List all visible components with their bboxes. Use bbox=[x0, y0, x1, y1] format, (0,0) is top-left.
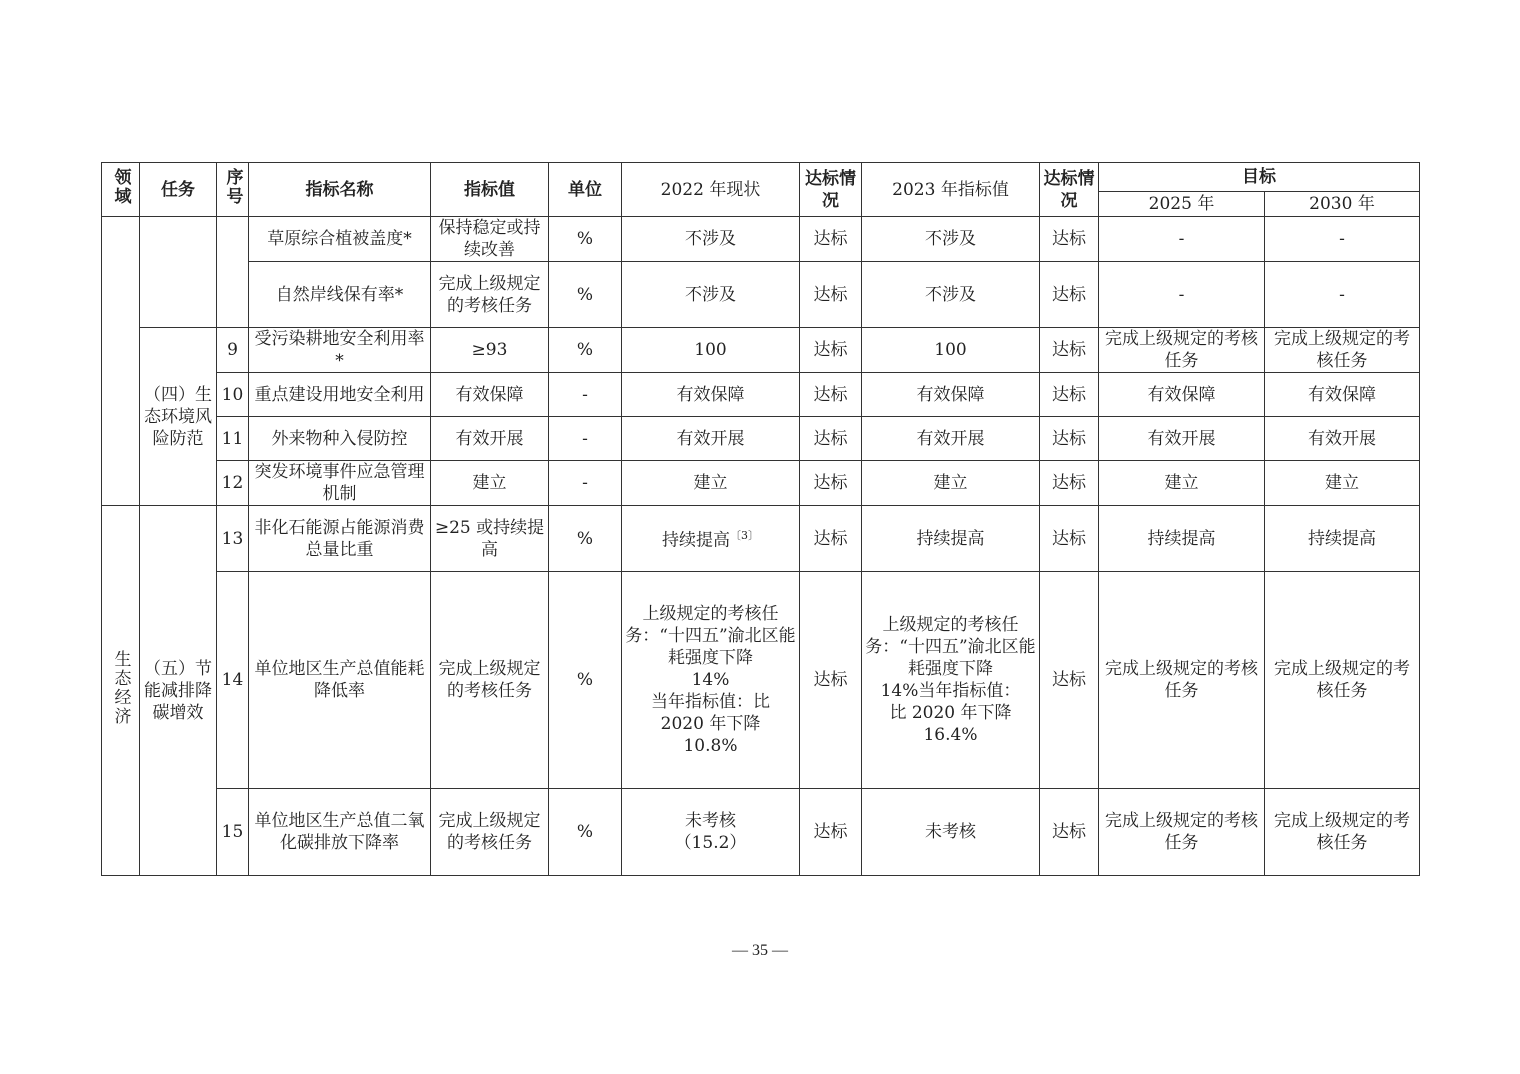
target-2023: 不涉及 bbox=[862, 262, 1040, 328]
header-year-2030: 2030 年 bbox=[1265, 192, 1420, 217]
compliance: 达标 bbox=[800, 572, 862, 789]
indicator-value: 有效保障 bbox=[431, 373, 549, 417]
table-row bbox=[102, 373, 1420, 417]
indicator-name: 重点建设用地安全利用 bbox=[249, 373, 431, 417]
seq-cell: 15 bbox=[217, 789, 249, 876]
target-2023: 有效保障 bbox=[862, 373, 1040, 417]
target-2023: 持续提高 bbox=[862, 506, 1040, 572]
status-2022: 不涉及 bbox=[622, 262, 800, 328]
compliance-2: 达标 bbox=[1040, 417, 1099, 461]
table-row bbox=[102, 572, 1420, 789]
header-indicator-name: 指标名称 bbox=[249, 163, 431, 217]
compliance: 达标 bbox=[800, 789, 862, 876]
task-cell-continued bbox=[140, 217, 217, 328]
compliance-2: 达标 bbox=[1040, 506, 1099, 572]
goal-2030: 有效保障 bbox=[1265, 373, 1420, 417]
page-number: — 35 — bbox=[732, 942, 788, 959]
header-task: 任务 bbox=[140, 163, 217, 217]
indicator-name: 突发环境事件应急管理机制 bbox=[249, 461, 431, 506]
target-2023: 上级规定的考核任务：“十四五”渝北区能耗强度下降 14%当年指标值： 比 2020 年下降 16.4% bbox=[862, 572, 1040, 789]
seq-cell: 13 bbox=[217, 506, 249, 572]
indicator-value: 有效开展 bbox=[431, 417, 549, 461]
indicator-value: 完成上级规定的考核任务 bbox=[431, 789, 549, 876]
seq-cell: 12 bbox=[217, 461, 249, 506]
table-row bbox=[102, 506, 1420, 572]
indicator-name: 非化石能源占能源消费总量比重 bbox=[249, 506, 431, 572]
status-2022: 未考核 （15.2） bbox=[622, 789, 800, 876]
goal-2030: 有效开展 bbox=[1265, 417, 1420, 461]
unit: % bbox=[549, 572, 622, 789]
goal-2030: - bbox=[1265, 262, 1420, 328]
unit: % bbox=[549, 789, 622, 876]
footnote-ref: 〔3〕 bbox=[730, 529, 759, 543]
header-domain: 领域 bbox=[102, 163, 140, 217]
indicator-value: 保持稳定或持续改善 bbox=[431, 217, 549, 262]
compliance-2: 达标 bbox=[1040, 217, 1099, 262]
goal-2025: 完成上级规定的考核任务 bbox=[1099, 789, 1265, 876]
target-2023: 有效开展 bbox=[862, 417, 1040, 461]
unit: - bbox=[549, 417, 622, 461]
goal-2025: 持续提高 bbox=[1099, 506, 1265, 572]
goal-2025: 建立 bbox=[1099, 461, 1265, 506]
status-2022: 有效开展 bbox=[622, 417, 800, 461]
goal-2025: 有效保障 bbox=[1099, 373, 1265, 417]
unit: % bbox=[549, 328, 622, 373]
domain-cell: 生态经济 bbox=[102, 506, 140, 876]
header-indicator-value: 指标值 bbox=[431, 163, 549, 217]
compliance: 达标 bbox=[800, 461, 862, 506]
goal-2030: 持续提高 bbox=[1265, 506, 1420, 572]
indicator-name: 自然岸线保有率* bbox=[249, 262, 431, 328]
goal-2030: 完成上级规定的考核任务 bbox=[1265, 789, 1420, 876]
status-2022: 持续提高$^{〔3〕}$ bbox=[622, 506, 800, 572]
indicator-name: 外来物种入侵防控 bbox=[249, 417, 431, 461]
status-2022: 100 bbox=[622, 328, 800, 373]
indicator-value: ≥25 或持续提高 bbox=[431, 506, 549, 572]
header-year-2025: 2025 年 bbox=[1099, 192, 1265, 217]
seq-cell: 11 bbox=[217, 417, 249, 461]
compliance-2: 达标 bbox=[1040, 262, 1099, 328]
goal-2030: 完成上级规定的考核任务 bbox=[1265, 328, 1420, 373]
compliance: 达标 bbox=[800, 506, 862, 572]
goal-2025: 完成上级规定的考核任务 bbox=[1099, 328, 1265, 373]
table-row bbox=[102, 789, 1420, 876]
compliance: 达标 bbox=[800, 217, 862, 262]
indicator-name: 单位地区生产总值二氧化碳排放下降率 bbox=[249, 789, 431, 876]
table-row bbox=[102, 417, 1420, 461]
indicator-name: 草原综合植被盖度* bbox=[249, 217, 431, 262]
indicator-name: 单位地区生产总值能耗降低率 bbox=[249, 572, 431, 789]
table-row bbox=[102, 328, 1420, 373]
domain-cell-continued bbox=[102, 217, 140, 506]
unit: - bbox=[549, 373, 622, 417]
compliance: 达标 bbox=[800, 262, 862, 328]
indicator-table bbox=[101, 162, 1420, 876]
seq-cell-continued bbox=[217, 217, 249, 328]
header-unit: 单位 bbox=[549, 163, 622, 217]
unit: % bbox=[549, 262, 622, 328]
status-2022: 上级规定的考核任务：“十四五”渝北区能耗强度下降 14% 当年指标值：比 2020 年下降 10.8% bbox=[622, 572, 800, 789]
indicator-value: 建立 bbox=[431, 461, 549, 506]
target-2023: 建立 bbox=[862, 461, 1040, 506]
status-2022: 有效保障 bbox=[622, 373, 800, 417]
seq-cell: 14 bbox=[217, 572, 249, 789]
indicator-value: ≥93 bbox=[431, 328, 549, 373]
goal-2025: 完成上级规定的考核任务 bbox=[1099, 572, 1265, 789]
target-2023: 100 bbox=[862, 328, 1040, 373]
indicator-name: 受污染耕地安全利用率* bbox=[249, 328, 431, 373]
table-row bbox=[102, 217, 1420, 262]
seq-cell: 10 bbox=[217, 373, 249, 417]
seq-cell: 9 bbox=[217, 328, 249, 373]
header-seq: 序号 bbox=[217, 163, 249, 217]
task-cell: （五）节能减排降碳增效 bbox=[140, 506, 217, 876]
goal-2025: - bbox=[1099, 217, 1265, 262]
goal-2025: 有效开展 bbox=[1099, 417, 1265, 461]
table-row bbox=[102, 461, 1420, 506]
compliance: 达标 bbox=[800, 328, 862, 373]
target-2023: 未考核 bbox=[862, 789, 1040, 876]
compliance-2: 达标 bbox=[1040, 572, 1099, 789]
compliance-2: 达标 bbox=[1040, 789, 1099, 876]
goal-2030: - bbox=[1265, 217, 1420, 262]
header-compliance: 达标情况 bbox=[800, 163, 862, 217]
compliance-2: 达标 bbox=[1040, 461, 1099, 506]
header-goal: 目标 bbox=[1099, 163, 1420, 192]
table-row bbox=[102, 262, 1420, 328]
unit: - bbox=[549, 461, 622, 506]
status-2022: 不涉及 bbox=[622, 217, 800, 262]
status-2022: 建立 bbox=[622, 461, 800, 506]
goal-2030: 建立 bbox=[1265, 461, 1420, 506]
target-2023: 不涉及 bbox=[862, 217, 1040, 262]
header-target-2023: 2023 年指标值 bbox=[862, 163, 1040, 217]
compliance: 达标 bbox=[800, 417, 862, 461]
compliance-2: 达标 bbox=[1040, 328, 1099, 373]
task-cell: （四）生态环境风险防范 bbox=[140, 328, 217, 506]
goal-2025: - bbox=[1099, 262, 1265, 328]
unit: % bbox=[549, 506, 622, 572]
indicator-value: 完成上级规定的考核任务 bbox=[431, 572, 549, 789]
unit: % bbox=[549, 217, 622, 262]
compliance-2: 达标 bbox=[1040, 373, 1099, 417]
goal-2030: 完成上级规定的考核任务 bbox=[1265, 572, 1420, 789]
header-compliance-2: 达标情况 bbox=[1040, 163, 1099, 217]
header-status-2022: 2022 年现状 bbox=[622, 163, 800, 217]
compliance: 达标 bbox=[800, 373, 862, 417]
indicator-value: 完成上级规定的考核任务 bbox=[431, 262, 549, 328]
